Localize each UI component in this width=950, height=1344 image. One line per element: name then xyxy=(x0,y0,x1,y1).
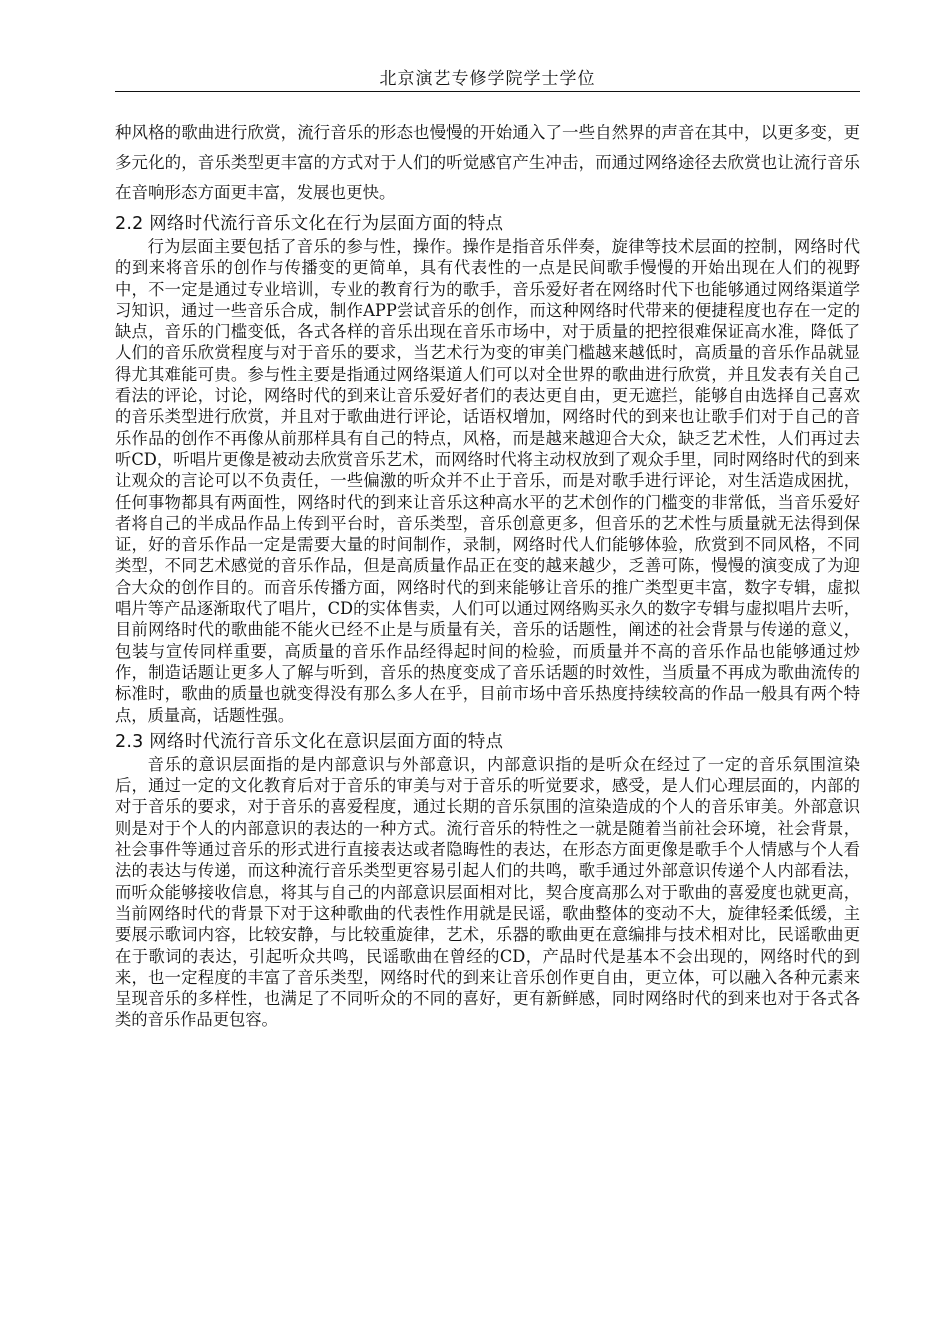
running-header: 北京演艺专修学院学士学位 xyxy=(379,69,596,89)
section-paragraph-2-2: 行为层面主要包括了音乐的参与性，操作。操作是指音乐伴奏，旋律等技术层面的控制，网络时代的到来将音乐的创作与传播变的更简单，具有代表性的一点是民间歌手慢慢的开始出现在人们的视野中，不一定是通过专业培训，专业的教育行为的歌手，音乐爱好者在网络时代下也能够通过网络渠道学习知识，通过一些音乐合成，制作APP尝试音乐的创作，而这种网络时代带来的便捷程度也存在一定的缺点，音乐的门槛变低，各式各样的音乐出现在音乐市场中，对于质量的把控很难保证高水准，降低了人们的音乐欣赏程度与对于音乐的要求，当艺术行为变的审美门槛越来越低时，高质量的音乐作品就显得尤其难能可贵。参与性主要是指通过网络渠道人们可以对全世界的歌曲进行欣赏，并且发表有关自己看法的评论，讨论，网络时代的到来让音乐爱好者们的表达更自由，更无遮拦，能够自由选择自己喜欢的音乐类型进行欣赏，并且对于歌曲进行评论，话语权增加，网络时代的到来也让歌手们对于自己的音乐作品的创作不再像从前那样具有自己的特点，风格，而是越来越迎合大众，缺乏艺术性，人们再过去听CD，听唱片更像是被动去欣赏音乐艺术，而网络时代将主动权放到了观众手里，同时网络时代的到来让观众的言论可以不负责任，一些偏激的听众并不止于音乐，而是对歌手进行评论，对生活造成困扰，任何事物都具有两面性，网络时代的到来让音乐这种高水平的艺术创作的门槛变的非常低，当音乐爱好者将自己的半成品作品上传到平台时，音乐类型，音乐创意更多，但音乐的艺术性与质量就无法得到保证，好的音乐作品一定是需要大量的时间制作，录制，网络时代人们能够体验，欣赏到不同风格，不同类型，不同艺术感觉的音乐作品，但是高质量作品正在变的越来越少，乏善可陈，慢慢的演变成了为迎合大众的创作目的。而音乐传播方面，网络时代的到来能够让音乐的推广类型更丰富，数字专辑，虚拟唱片等产品逐渐取代了唱片，CD的实体售卖，人们可以通过网络购买永久的数字专辑与虚拟唱片去听，目前网络时代的歌曲能不能火已经不止是与质量有关，音乐的话题性，阐述的社会背景与传递的意义，包装与宣传同样重要，高质量的音乐作品经得起时间的检验，而质量并不高的音乐作品也能够通过炒作，制造话题让更多人了解与听到，音乐的热度变成了音乐话题的时效性，当质量不再成为歌曲流传的标准时，歌曲的质量也就变得没有那么多人在乎，目前市场中音乐热度持续较高的作品一般具有两个特点，质量高，话题性强。 xyxy=(115,237,860,725)
continued-paragraph: 种风格的歌曲进行欣赏，流行音乐的形态也慢慢的开始通入了一些自然界的声音在其中，以更多变，更多元化的，音乐类型更丰富的方式对于人们的听觉感官产生冲击，而通过网络途径去欣赏也让流行音乐在音响形态方面更丰富，发展也更快。 xyxy=(115,123,860,202)
document-body xyxy=(115,118,860,1031)
section-heading-2-3: 2.3 网络时代流行音乐文化在意识层面方面的特点 xyxy=(115,731,504,752)
section-heading-2-2: 2.2 网络时代流行音乐文化在行为层面方面的特点 xyxy=(115,214,504,234)
document-page xyxy=(115,0,860,1344)
section-paragraph-2-3: 音乐的意识层面指的是内部意识与外部意识，内部意识指的是听众在经过了一定的音乐氛围渲染后，通过一定的文化教育后对于音乐的审美与对于音乐的听觉要求，感受，是人们心理层面的，内部的对于音乐的要求，对于音乐的喜爱程度，通过长期的音乐氛围的渲染造成的个人的音乐审美。外部意识则是对于个人的内部意识的表达的一种方式。流行音乐的特性之一就是随着当前社会环境，社会背景，社会事件等通过音乐的形式进行直接表达或者隐晦性的表达，在形态方面更像是歌手个人情感与个人看法的表达与传递，而这种流行音乐类型更容易引起人们的共鸣，歌手通过外部意识传递个人内部看法，而听众能够接收信息，将其与自己的内部意识层面相对比，契合度高那么对于歌曲的喜爱度也就更高，当前网络时代的背景下对于这种歌曲的代表性作用就是民谣，歌曲整体的变动不大，旋律轻柔低缓，主要展示歌词内容，比较安静，与比较重旋律，艺术，乐器的歌曲更在意编排与技术相对比，民谣歌曲更在于歌词的表达，引起听众共鸣，民谣歌曲在曾经的CD，产品时代是基本不会出现的，网络时代的到来，也一定程度的丰富了音乐类型，网络时代的到来让音乐创作更自由，更立体，可以融入各种元素来呈现音乐的多样性，也满足了不同听众的不同的喜好，更有新鲜感，同时网络时代的到来也对于各式各类的音乐作品更包容。 xyxy=(115,754,860,1030)
header-rule xyxy=(115,91,860,92)
